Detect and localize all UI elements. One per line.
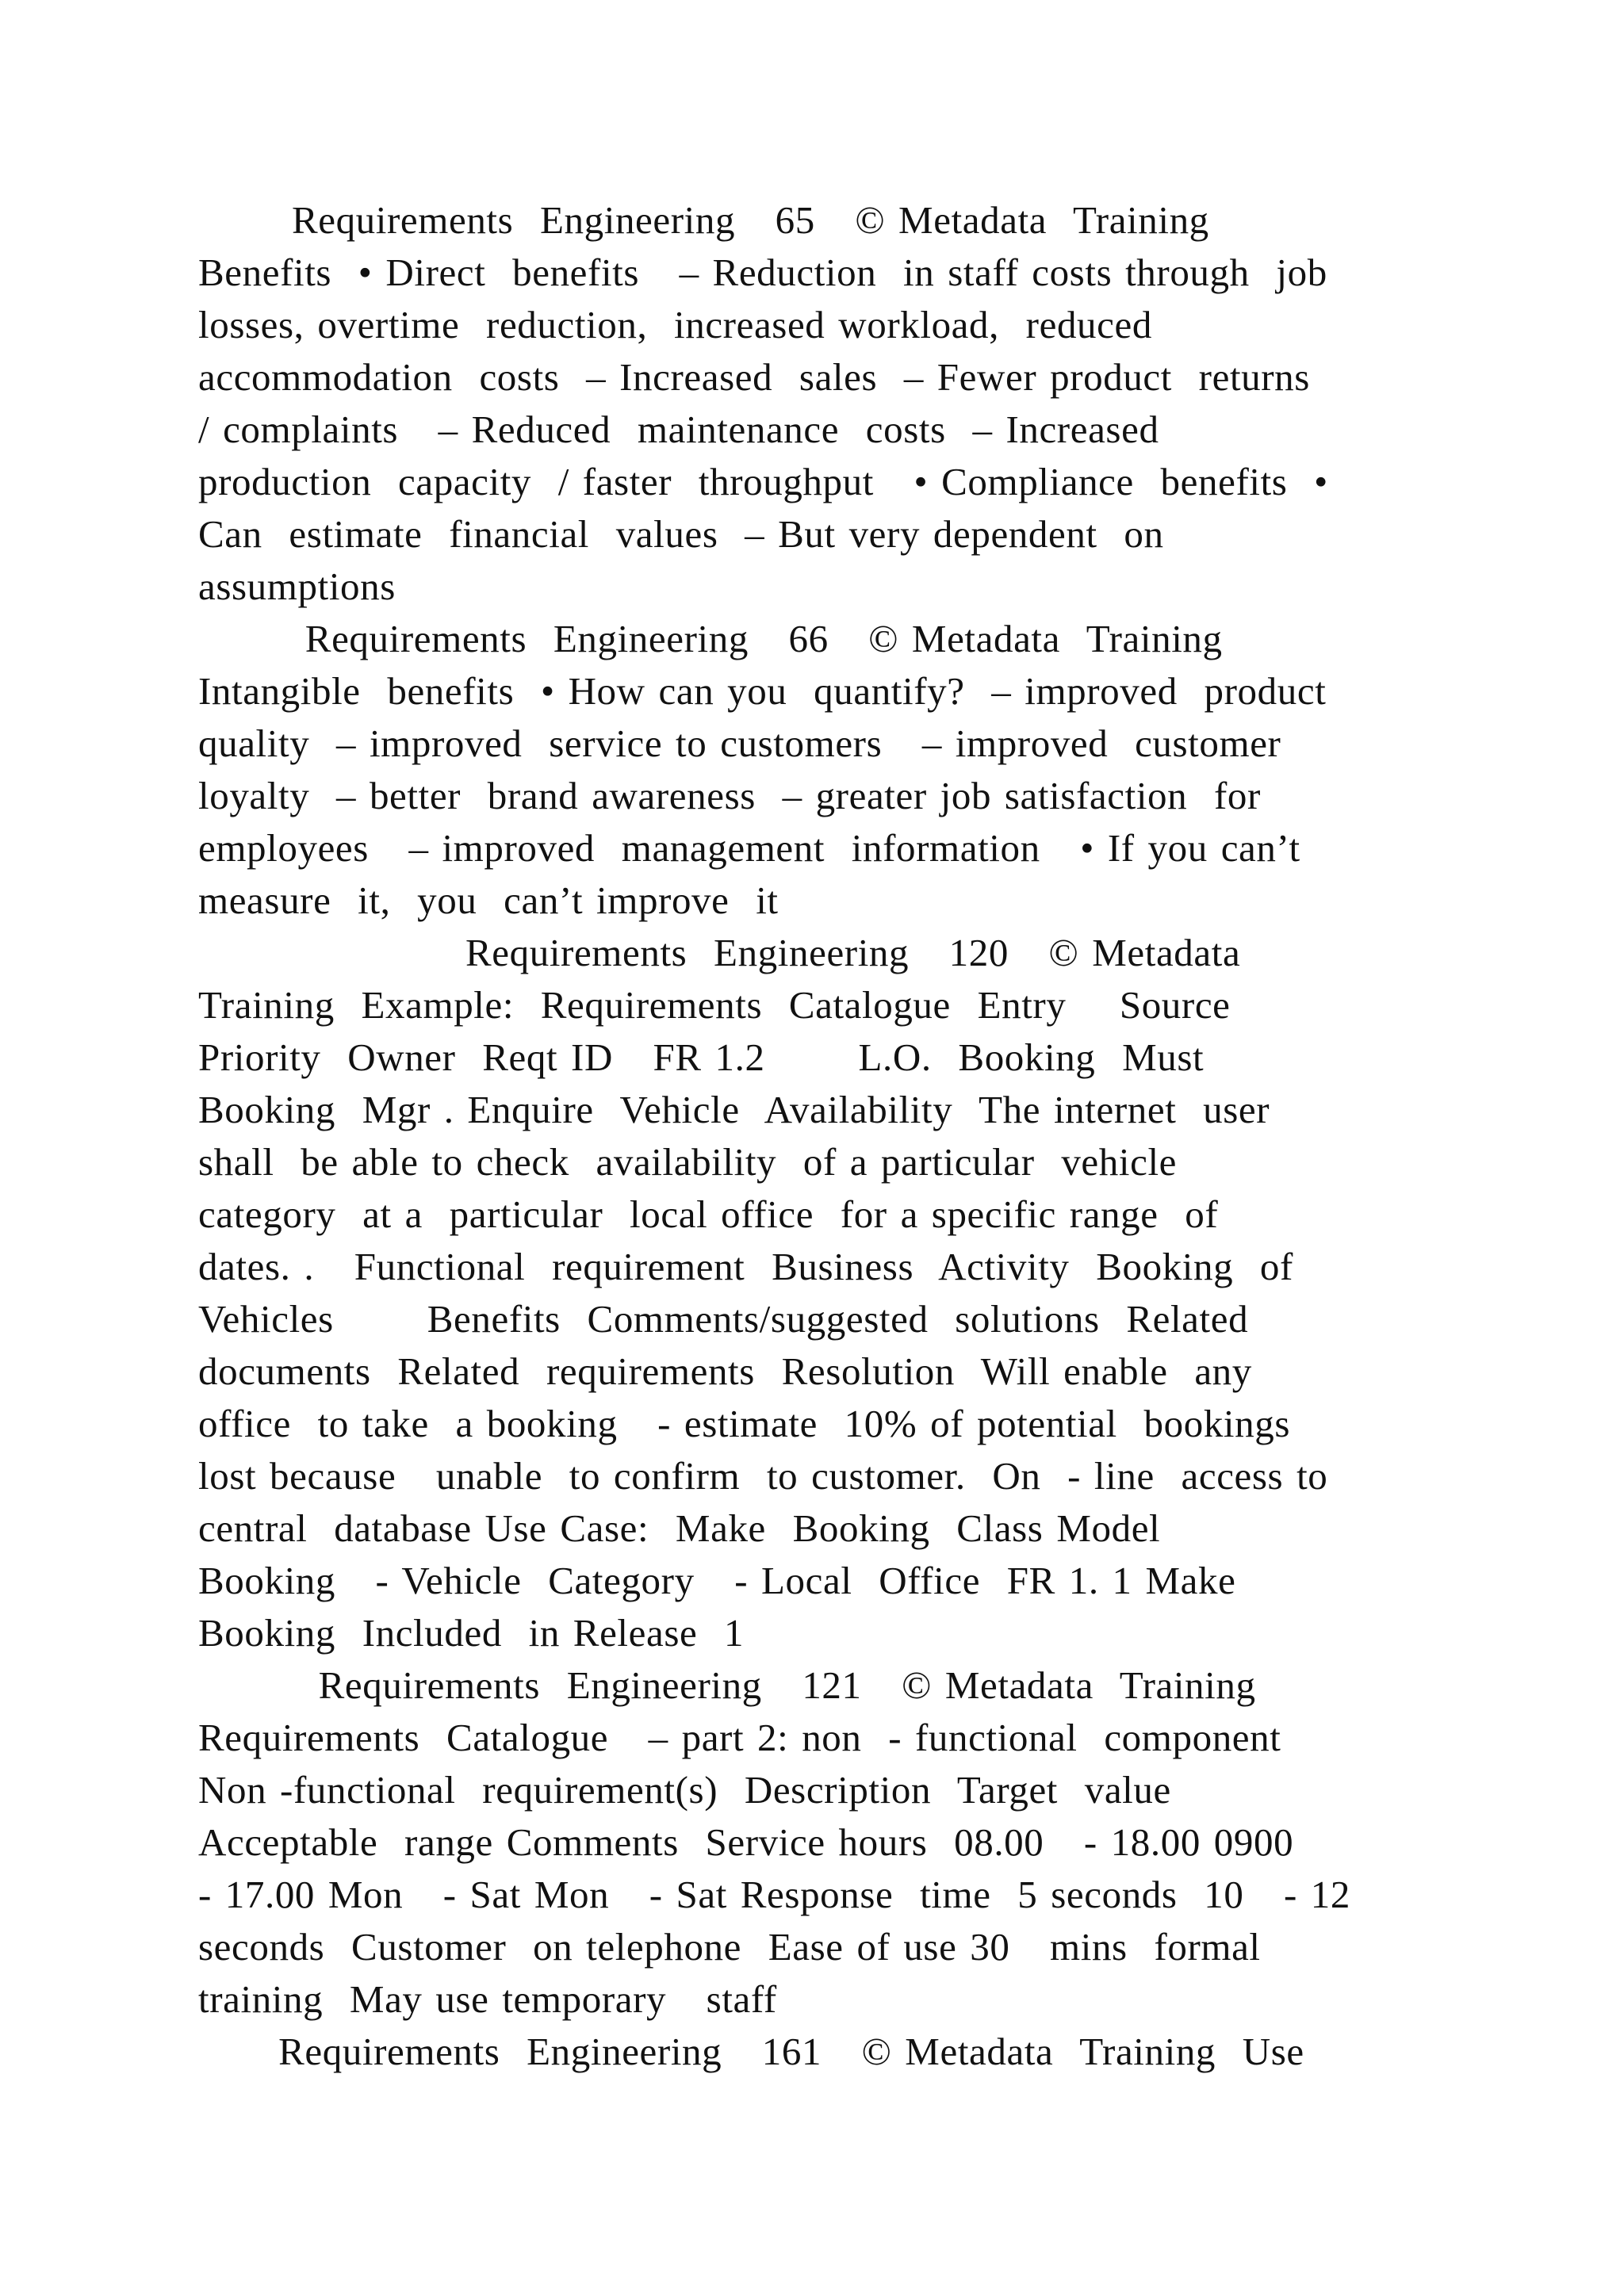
text-line: Booking Mgr . Enquire Vehicle Availability The internet user	[198, 1088, 1270, 1131]
text-line: training May use temporary staff	[198, 1977, 777, 2021]
text-line: central database Use Case: Make Booking Class Model	[198, 1506, 1161, 1550]
text-line: category at a particular local office for a specific range of	[198, 1192, 1219, 1236]
text-line: Non -functional requirement(s) Description Target value	[198, 1768, 1171, 1812]
text-line: Intangible benefits • How can you quantify? – improved product	[198, 669, 1327, 713]
text-line: losses, overtime reduction, increased workload, reduced	[198, 303, 1152, 346]
text-line: - 17.00 Mon - Sat Mon - Sat Response time 5 seconds 10 - 12	[198, 1873, 1350, 1916]
text-line: Booking Included in Release 1	[198, 1611, 745, 1655]
text-line: measure it, you can’t improve it	[198, 878, 779, 922]
text-line: Booking - Vehicle Category - Local Office FR 1. 1 Make	[198, 1559, 1236, 1602]
text-line: dates. . Functional requirement Business Activity Booking of	[198, 1245, 1293, 1288]
text-line: quality – improved service to customers – improved customer	[198, 721, 1281, 765]
text-line: Benefits • Direct benefits – Reduction in staff costs through job	[198, 251, 1327, 294]
text-line: Requirements Engineering 65 © Metadata Training	[198, 198, 1209, 242]
text-line: Can estimate financial values – But very dependent on	[198, 512, 1164, 556]
text-line: Requirements Engineering 120 © Metadata	[198, 931, 1241, 974]
text-line: assumptions	[198, 564, 396, 608]
text-line: lost because unable to confirm to customer. On - line access to	[198, 1454, 1328, 1498]
text-line: Requirements Engineering 66 © Metadata Training	[198, 617, 1223, 660]
text-line: production capacity / faster throughput • Compliance benefits •	[198, 460, 1328, 503]
text-line: Requirements Engineering 161 © Metadata Training Use	[198, 2030, 1304, 2073]
text-line: loyalty – better brand awareness – greater job satisfaction for	[198, 774, 1261, 817]
text-line: Vehicles Benefits Comments/suggested solutions Related	[198, 1297, 1249, 1341]
text-line: shall be able to check availability of a particular vehicle	[198, 1140, 1178, 1184]
text-line: Requirements Catalogue – part 2: non - functional component	[198, 1716, 1281, 1759]
text-line: employees – improved management information • If you can’t	[198, 826, 1300, 870]
text-line: office to take a booking - estimate 10% of potential bookings	[198, 1402, 1291, 1445]
text-line: Requirements Engineering 121 © Metadata Training	[198, 1663, 1256, 1707]
text-line: documents Related requirements Resolution Will enable any	[198, 1349, 1252, 1393]
document-text	[198, 194, 1451, 2078]
text-line: Priority Owner Reqt ID FR 1.2 L.O. Booking Must	[198, 1035, 1205, 1079]
text-line: seconds Customer on telephone Ease of use 30 mins formal	[198, 1925, 1261, 1969]
text-line: Acceptable range Comments Service hours 08.00 - 18.00 0900	[198, 1820, 1294, 1864]
text-line: accommodation costs – Increased sales – Fewer product returns	[198, 355, 1310, 399]
text-line: Training Example: Requirements Catalogue Entry Source	[198, 983, 1231, 1027]
text-line: / complaints – Reduced maintenance costs – Increased	[198, 408, 1159, 451]
